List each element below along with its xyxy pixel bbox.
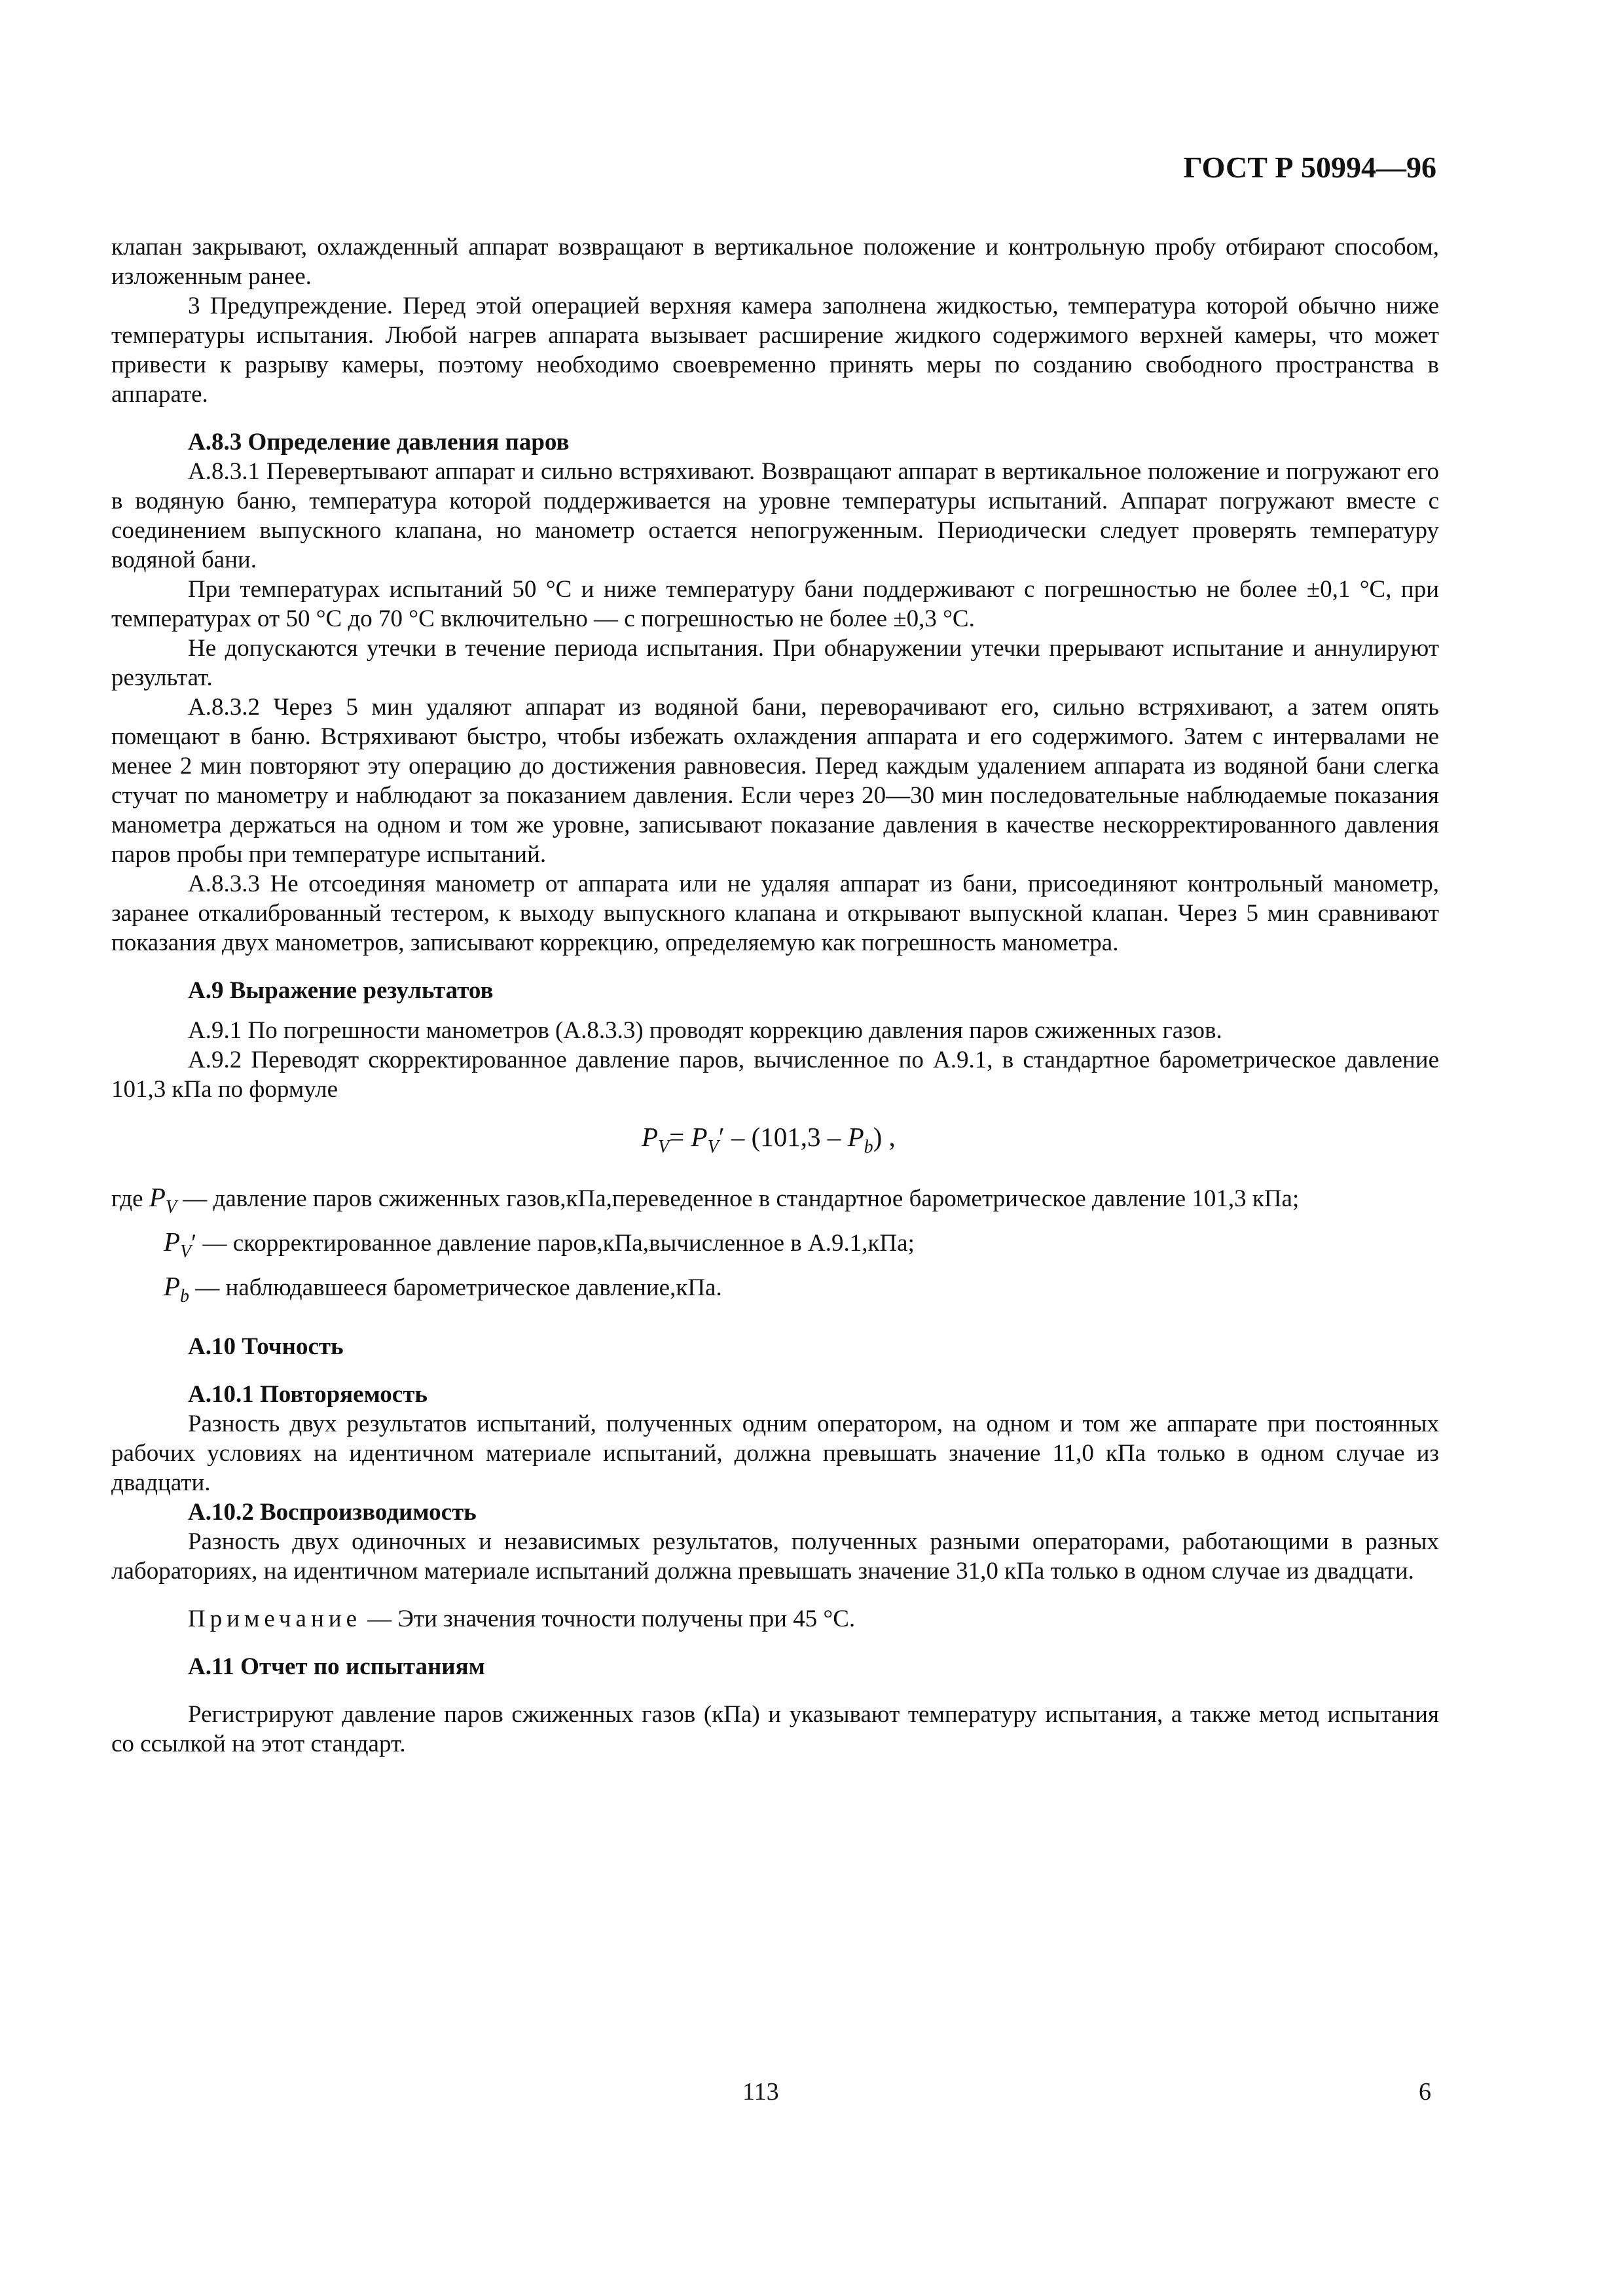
formula-bracket-close: ) ,	[873, 1122, 896, 1152]
paragraph-a8-3-1: А.8.3.1 Перевертывают аппарат и сильно встряхивают. Возвращают аппарат в вертикальное положение и погружают его в водяную баню, температура которой поддерживается на уровне температуры испытаний. Аппарат погружают вместе с соединением выпускного клапана, но манометр остается непогруженным. Периодически следует проверять температуру водяной бани.	[111, 458, 1439, 573]
formula-barometric-subscript: b	[864, 1137, 873, 1157]
paragraph-a8-3-2: А.8.3.2 Через 5 мин удаляют аппарат из водяной бани, переворачивают его, сильно встряхивают, а затем опять помещают в баню. Встряхивают быстро, чтобы избежать охлаждения аппарата и его содержимого. Затем с интервалами не менее 2 мин повторяют эту операцию до достижения равновесия. Перед каждым удалением аппарата из водяной бани слегка стучат по манометру и наблюдают за показанием давления. Если через 20—30 мин последовательные наблюдаемые показания манометра держаться на одном и том же уровне, записывают показание давления в качестве нескорректированного давления паров пробы при температуре испытаний.	[111, 694, 1439, 868]
vapor-pressure-formula	[111, 1119, 1439, 1166]
definition-pv-prime-mark: ′	[191, 1230, 197, 1257]
formula-barometric-pressure: P	[847, 1122, 864, 1152]
heading-a9: А.9 Выражение результатов	[188, 977, 494, 1004]
definition-pv-prime	[111, 1225, 1439, 1269]
formula-bracket-open: – (101,3 –	[724, 1122, 848, 1152]
definition-pv	[111, 1180, 1439, 1225]
definition-pv-prime-text: — скорректированное давление паров,кПа,вычисленное в А.9.1,кПа;	[196, 1230, 915, 1257]
definition-pv-prime-symbol: P	[164, 1227, 181, 1257]
heading-a10-2: А.10.2 Воспроизводимость	[188, 1499, 477, 1526]
definition-pv-text: — давление паров сжиженных газов,кПа,переведенное в стандартное барометрическое давление 101,3 кПа;	[177, 1185, 1300, 1212]
paragraph-a9-1: А.9.1 По погрешности манометров (А.8.3.3) проводят коррекцию давления паров сжиженных газов.	[188, 1017, 1222, 1044]
paragraph-bath-temperature: При температурах испытаний 50 °С и ниже температуру бани поддерживают с погрешностью не более ±0,1 °С, при температурах от 50 °С до 70 °С включительно — с погрешностью не более ±0,3 °С.	[111, 576, 1439, 632]
formula-corrected-subscript: V	[707, 1137, 719, 1157]
heading-a10: А.10 Точность	[188, 1333, 344, 1360]
heading-a10-1: А.10.1 Повторяемость	[188, 1381, 428, 1408]
definition-pb-symbol: P	[164, 1271, 181, 1301]
paragraph-a11: Регистрируют давление паров сжиженных газов (кПа) и указывают температуру испытания, а также метод испытания со ссылкой на этот стандарт.	[111, 1701, 1439, 1757]
page-number: 113	[742, 2078, 779, 2106]
definition-where: где	[111, 1185, 149, 1212]
heading-a11: А.11 Отчет по испытаниям	[188, 1653, 485, 1680]
note-label: Примечание	[188, 1605, 361, 1632]
paragraph-a9-2: А.9.2 Переводят скорректированное давление паров, вычисленное по А.9.1, в стандартное барометрическое давление 101,3 кПа по формуле	[111, 1047, 1439, 1103]
definition-pv-prime-subscript: V	[180, 1242, 192, 1262]
document-body	[111, 232, 1439, 1759]
sheet-number: 6	[1419, 2078, 1431, 2106]
definition-pv-symbol: P	[149, 1182, 166, 1212]
formula-prime: ′	[718, 1122, 725, 1152]
formula-lhs: P	[642, 1122, 659, 1152]
paragraph-valve: клапан закрывают, охлажденный аппарат возвращают в вертикальное положение и контрольную пробу отбирают способом, изложенным ранее.	[111, 234, 1439, 290]
definition-pb-subscript: b	[180, 1286, 190, 1306]
definition-pv-subscript: V	[165, 1197, 177, 1217]
definition-pb-text: — наблюдавшееся барометрическое давление,кПа.	[189, 1274, 722, 1301]
paragraph-a10-2: Разность двух одиночных и независимых результатов, полученных разными операторами, работающими в разных лабораториях, на идентичном материале испытаний должна превышать значение 31,0 кПа только в одном случае из двадцати.	[111, 1528, 1439, 1585]
paragraph-a8-3-3: А.8.3.3 Не отсоединяя манометр от аппарата или не удаляя аппарат из бани, присоединяют контрольный манометр, заранее откалиброванный тестером, к выходу выпускного клапана и открывают выпускной клапан. Через 5 мин сравнивают показания двух манометров, записывают коррекцию, определяемую как погрешность манометра.	[111, 870, 1439, 956]
paragraph-a10-1: Разность двух результатов испытаний, полученных одним оператором, на одном и том же аппарате при постоянных рабочих условиях на идентичном материале испытаний, должна превышать значение 11,0 кПа только в одном случае из двадцати.	[111, 1410, 1439, 1496]
formula-corrected-pressure: P	[691, 1122, 708, 1152]
document-code-header: ГОСТ Р 50994—96	[1183, 151, 1436, 184]
paragraph-warning: 3 Предупреждение. Перед этой операцией верхняя камера заполнена жидкостью, температура которой обычно ниже температуры испытания. Любой нагрев аппарата вызывает расширение жидкого содержимого верхней камеры, что может привести к разрыву камеры, поэтому необходимо своевременно принять меры по созданию свободного пространства в аппарате.	[111, 293, 1439, 408]
formula-lhs-subscript: V	[658, 1137, 670, 1157]
heading-a8-3: А.8.3 Определение давления паров	[188, 429, 570, 456]
paragraph-leaks: Не допускаются утечки в течение периода испытания. При обнаружении утечки прерывают испытание и аннулируют результат.	[111, 635, 1439, 691]
note	[111, 1604, 1439, 1634]
note-text: — Эти значения точности получены при 45 °С.	[361, 1605, 856, 1632]
formula-equals: =	[669, 1122, 691, 1152]
definition-pb	[111, 1269, 1439, 1314]
